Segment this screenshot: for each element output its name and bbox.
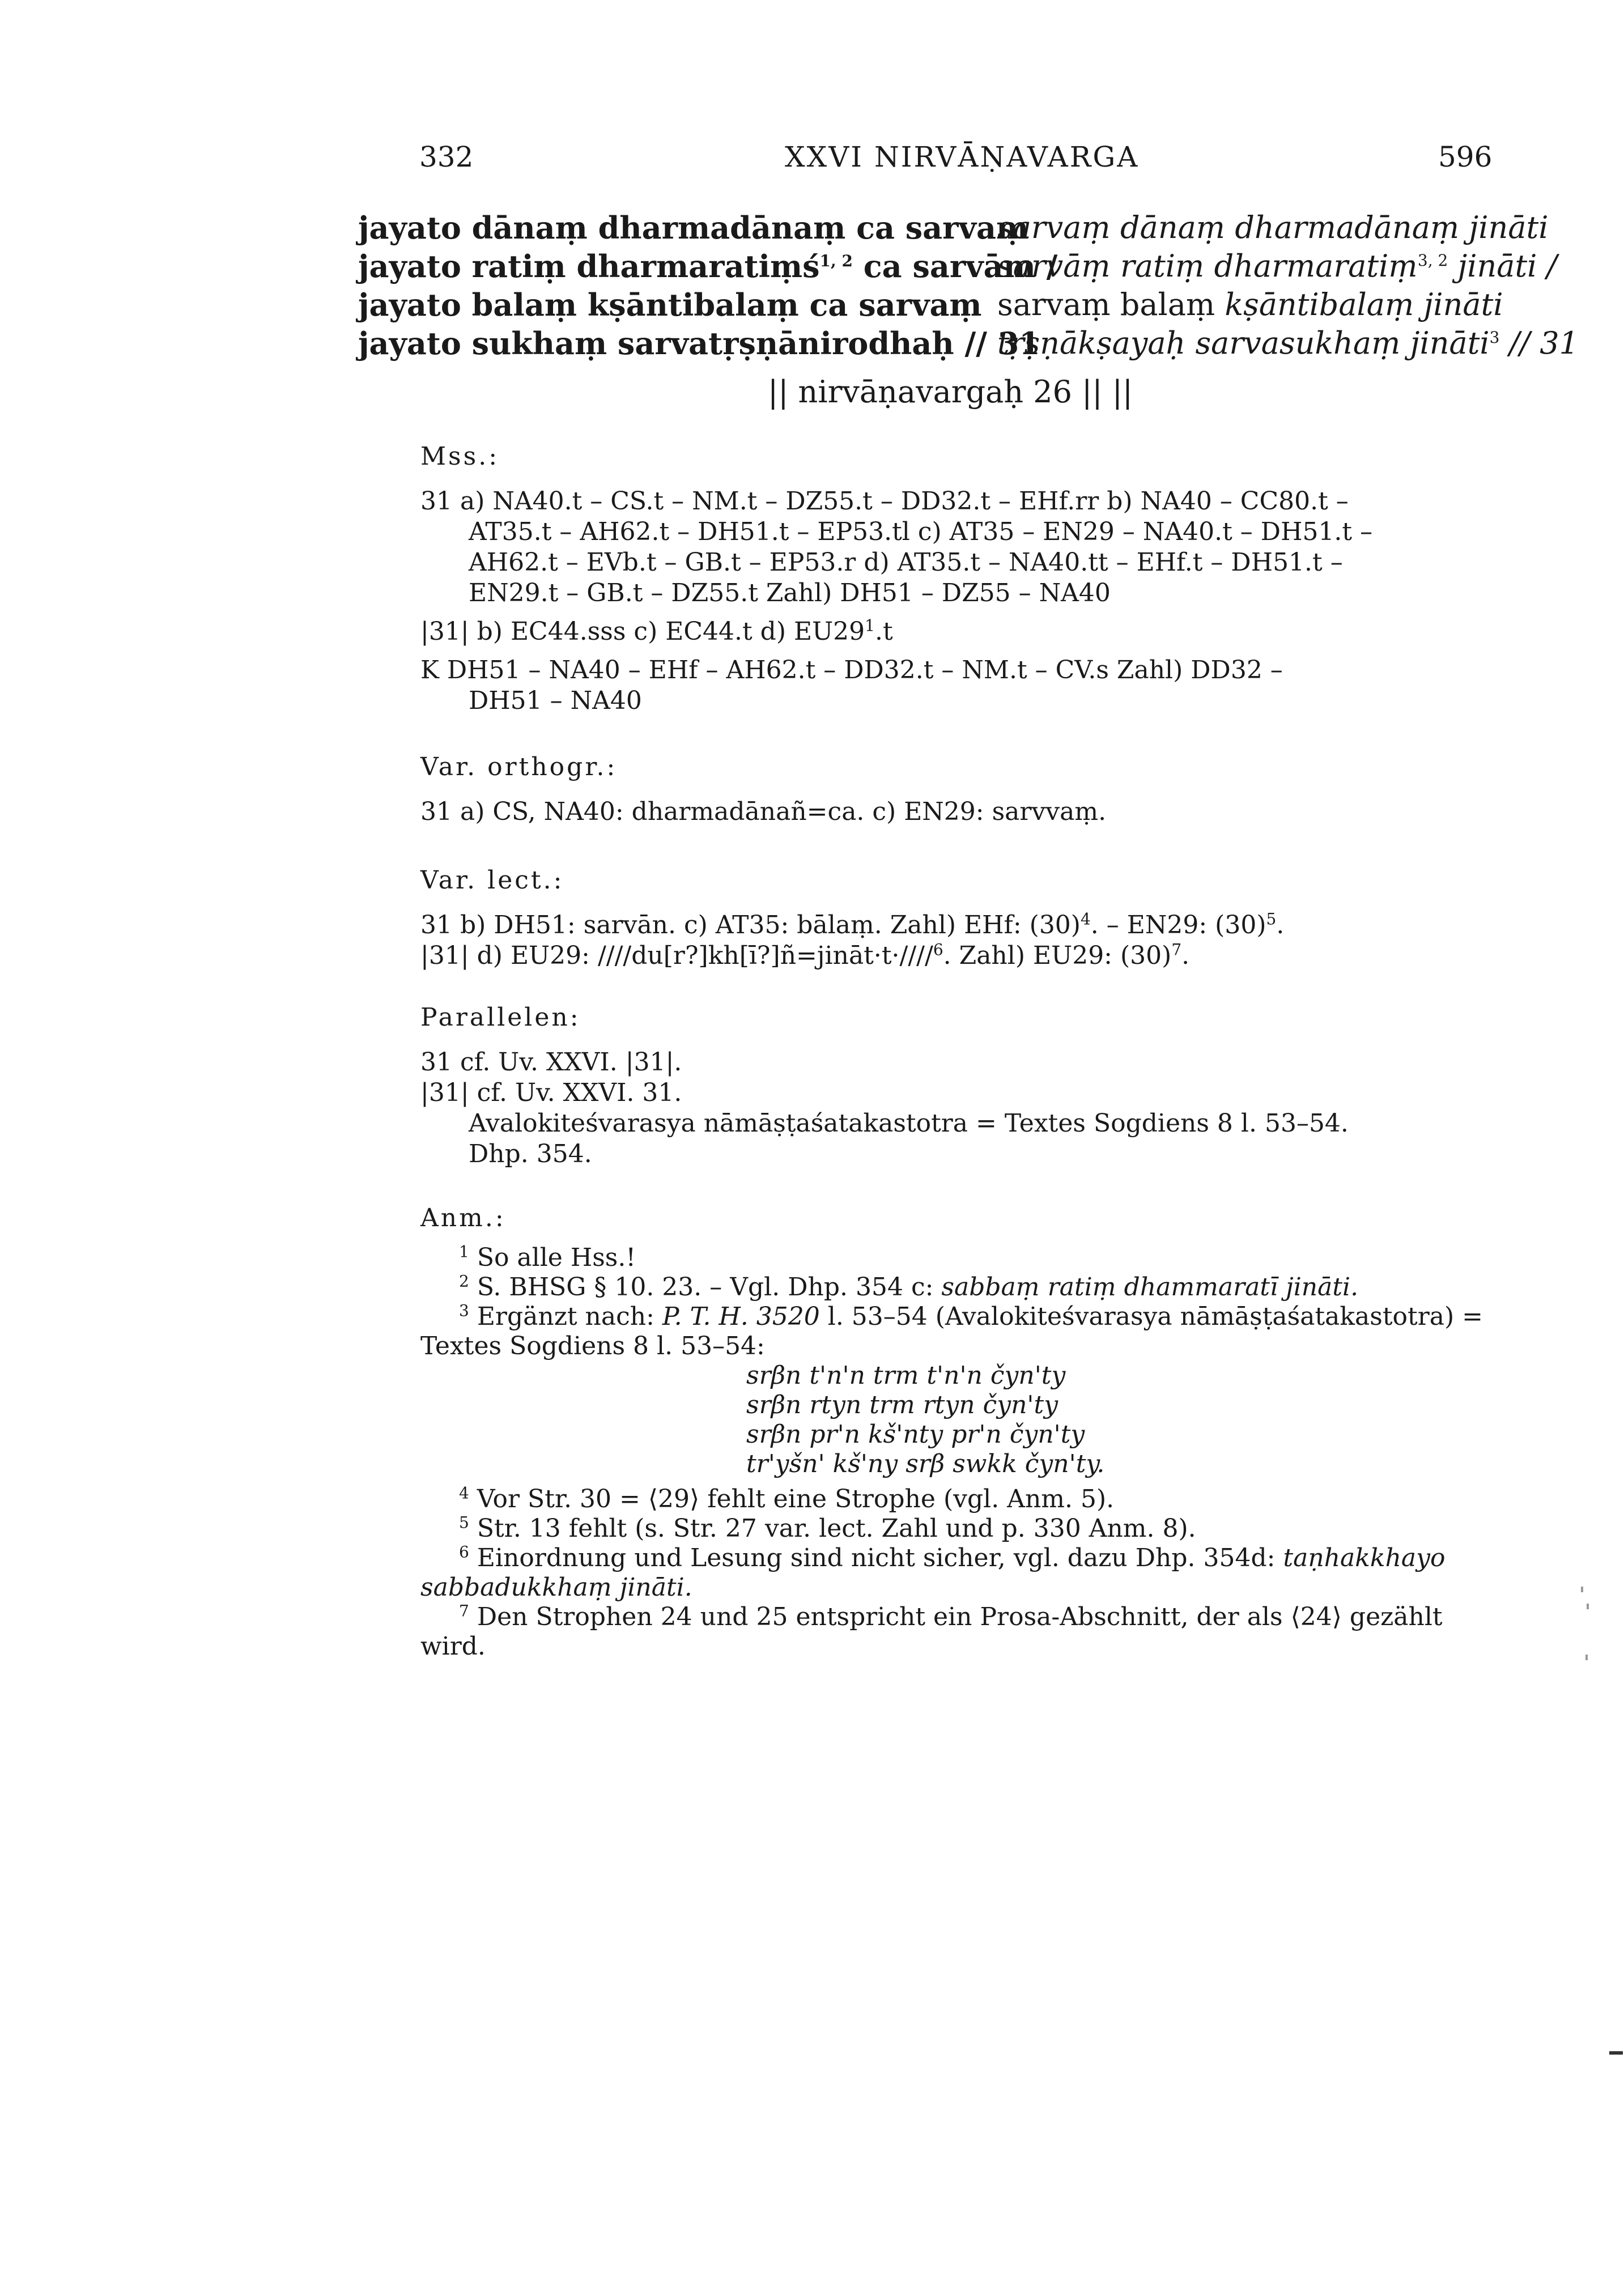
apparatus-line: 31 b) DH51: sarvān. c) AT35: bālaṃ. Zahl) EHf: $(30)^4$. – EN29: $(30)^5$. (420, 909, 1285, 939)
footnote: $^3$ Ergänzt nach: P. T. H. 3520 l. 53–54 (Avalokiteśvarasya nāmāṣṭaśatakastotra) = (459, 1301, 1483, 1331)
footnote: $^6$ Einordnung und Lesung sind nicht sicher, vgl. dazu Dhp. 354d: taṇhakkhayo (459, 1542, 1446, 1572)
sogdian-line: srβn t'n'n trm t'n'n čyn'ty (746, 1361, 1066, 1390)
footnote-ref: 3, 2 (1417, 251, 1448, 270)
verse-sanskrit-column (358, 209, 1057, 363)
page-number-right: 596 (1438, 141, 1493, 173)
var-orthogr-apparatus (420, 797, 1106, 827)
colophon: || nirvāṇavargaḥ 26 || || (768, 374, 1133, 410)
apparatus-line: 31 a) CS, NA40: dharmadānañ=ca. c) EN29: sarvvaṃ. (420, 797, 1107, 826)
scan-speck (1609, 2051, 1623, 2055)
section-title-var-orthogr: Var. orthogr.: (420, 752, 618, 781)
section-title-parallelen: Parallelen: (420, 1003, 581, 1032)
footnote-ref: 3 (1489, 328, 1500, 347)
apparatus-line: DH51 – NA40 (469, 686, 642, 715)
apparatus-line: 31 a) NA40.t – CS.t – NM.t – DZ55.t – DD32.t – EHf.rr b) NA40 – CC80.t – (420, 487, 1349, 516)
sogdian-line: tr'yšn' kš'ny srβ swkk čyn'ty. (746, 1449, 1105, 1478)
verse-line: jayato dānaṃ dharmadānaṃ ca sarvaṃ (358, 210, 1029, 246)
apparatus-line: Dhp. 354. (469, 1140, 592, 1168)
mss-apparatus (420, 486, 1486, 716)
scan-speck (1581, 1587, 1583, 1592)
footnote-continuation: wird. (420, 1632, 486, 1661)
apparatus-line: |31| cf. Uv. XXVI. 31. (420, 1078, 682, 1107)
apparatus-line: |31| b) EC44.sss c) EC44.t d) $EU29^1.t$ (420, 616, 893, 646)
verse-line: sarvāṃ ratiṃ dharmaratiṃ$^{3, 2}$ jināti / (997, 248, 1557, 284)
apparatus-line: AH62.t – EVb.t – GB.t – EP53.r d) AT35.t – NA40.tt – EHf.t – DH51.t – (469, 548, 1343, 577)
sogdian-line: srβn rtyn trm rtyn čyn'ty (746, 1391, 1058, 1419)
section-title-mss: Mss.: (420, 442, 500, 471)
footnote: $^4$ Vor Str. 30 = ⟨29⟩ fehlt eine Strophe (vgl. Anm. 5). (459, 1483, 1115, 1513)
section-title-anm: Anm.: (420, 1204, 506, 1232)
footnote-continuation: sabbadukkhaṃ jināti. (420, 1573, 692, 1602)
apparatus-line: K DH51 – NA40 – EHf – AH62.t – DD32.t – NM.t – CV.s Zahl) DD32 – (420, 656, 1283, 684)
scan-speck (1585, 1655, 1588, 1660)
verse-line: sarvaṃ dānaṃ dharmadānaṃ jināti (997, 210, 1549, 245)
footnote: $^2$ S. BHSG § 10. 23. – Vgl. Dhp. 354 c: sabbaṃ ratiṃ dhammaratī jināti. (459, 1272, 1359, 1302)
verse-line: tṛṣṇākṣayaḥ sarvasukhaṃ jināti$^3$ // 31 (997, 325, 1579, 361)
apparatus-line: 31 cf. Uv. XXVI. |31|. (420, 1048, 682, 1077)
apparatus-line: |31| d) EU29: ////du[r?]kh[ī?]ñ=jināt·t·////$^6$. Zahl) EU29: $(30)^7$. (420, 940, 1190, 970)
page-number-left: 332 (419, 141, 474, 173)
verse-line: jayato balaṃ kṣāntibalaṃ ca sarvaṃ (358, 287, 982, 323)
annotations (420, 1243, 1486, 1661)
parallelen-apparatus (420, 1047, 1349, 1170)
sogdian-line: srβn pr'n kš'nty pr'n čyn'ty (746, 1420, 1085, 1449)
verse-line: jayato ratiṃ dharmaratiṃś$^{1, 2}$ ca sarvām / (358, 248, 1058, 284)
verse-line: sarvaṃ balaṃ kṣāntibalaṃ jināti (997, 287, 1503, 322)
footnote: $^5$ Str. 13 fehlt (s. Str. 27 var. lect. Zahl und p. 330 Anm. 8). (459, 1513, 1196, 1543)
footnote-ref: 1, 2 (819, 252, 853, 270)
footnote: $^7$ Den Strophen 24 und 25 entspricht ein Prosa-Abschnitt, der als ⟨24⟩ gezählt (459, 1601, 1443, 1631)
var-lect-apparatus (420, 910, 1284, 971)
apparatus-line: EN29.t – GB.t – DZ55.t Zahl) DH51 – DZ55 – NA40 (469, 579, 1111, 607)
verse-line: jayato sukhaṃ sarvatṛṣṇānirodhaḥ // 31 (358, 325, 1040, 362)
section-title-var-lect: Var. lect.: (420, 866, 564, 895)
scan-speck (1587, 1604, 1589, 1609)
verse-parallel-column (997, 209, 1579, 363)
footnote-continuation: Textes Sogdiens 8 l. 53–54: (420, 1332, 765, 1360)
apparatus-line: Avalokiteśvarasya nāmāṣṭaśatakastotra = Textes Sogdiens 8 l. 53–54. (469, 1109, 1349, 1138)
footnote: $^1$ So alle Hss.! (459, 1242, 636, 1272)
apparatus-line: AT35.t – AH62.t – DH51.t – EP53.tl c) AT35 – EN29 – NA40.t – DH51.t – (469, 517, 1373, 546)
running-title: XXVI NIRVĀṆAVARGA (785, 141, 1140, 173)
